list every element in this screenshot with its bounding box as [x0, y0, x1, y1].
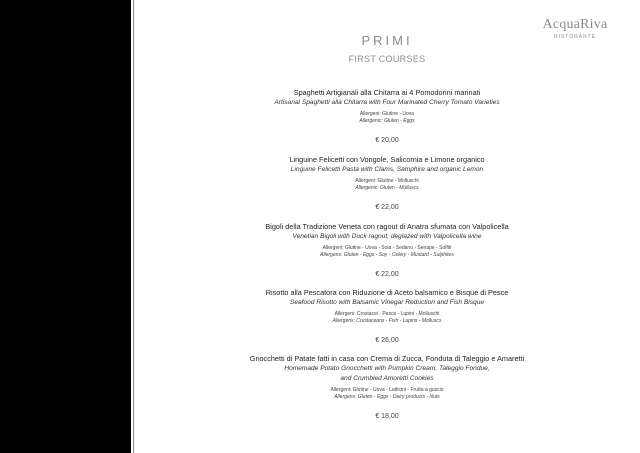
- dish-english-name: Artisanal Spaghetti alla Chitarra with Four Marinated Cherry Tomato Varieties: [274, 99, 500, 106]
- dish-english-name: Linguine Felicetti Pasta with Clams, Samphire and organic Lemon: [290, 166, 484, 173]
- section-title: PRIMI: [361, 33, 413, 48]
- dish-name: Bigoli della Tradizione Veneta con ragout di Anatra sfumata con Valpolicella: [265, 222, 509, 231]
- dish-allergens-italian: Allergeni: Glutine - Uova - Soia - Sedano - Senape - Solfiti: [322, 245, 452, 251]
- dish-english-name-continued: and Crumbled Amoretti Cookies: [340, 375, 434, 382]
- dish-english-name: Venetian Bigoli with Duck ragout, deglazed with Valpolicella wine: [292, 233, 482, 240]
- dish-item: [134, 87, 640, 146]
- dish-item: [134, 154, 640, 213]
- dish-allergens-english: Allergens: Crustaceans - Fish - Lupins - Molluscs: [332, 318, 442, 324]
- dish-price: € 26,00: [375, 337, 399, 344]
- dish-price: € 22,00: [375, 204, 399, 211]
- section-subtitle: FIRST COURSES: [348, 54, 426, 64]
- left-black-band: [0, 0, 131, 453]
- dish-price: € 20,00: [375, 137, 399, 144]
- dish-price: € 22,00: [375, 271, 399, 278]
- logo-name: AcquaRiva: [542, 17, 608, 32]
- dish-allergens-english: Allergenic: Gluten - Molluscs: [355, 185, 419, 191]
- dish-name: Linguine Felicetti con Vongole, Salicornia e Limone organico: [289, 155, 485, 164]
- menu-page: [134, 0, 640, 453]
- logo-subtitle: RISTORANTE: [553, 34, 597, 40]
- dish-item: [134, 221, 640, 280]
- dish-name: Gnocchetti di Patate fatti in casa con Crema di Zucca, Fonduta di Taleggio e Amaretti: [249, 354, 525, 363]
- dish-item: [134, 287, 640, 346]
- dish-allergens-english: Allergens: Gluten - Eggs - Dairy products - Nuts: [334, 394, 440, 400]
- dish-item: [134, 353, 640, 422]
- dish-english-name: Seafood Risotto with Balsamic Vinegar Reduction and Fish Bisque: [289, 299, 485, 306]
- dish-price: € 18,00: [375, 413, 399, 420]
- dish-allergens-english: Allergens: Gluten - Eggs - Soy - Celery - Mustard - Sulphites: [320, 252, 454, 258]
- dish-english-name: Homemade Potato Gnocchetti with Pumpkin Cream, Taleggio Fondue,: [284, 365, 490, 372]
- dish-name: Risotto alla Pescatora con Riduzione di Aceto balsamico e Bisque di Pesce: [265, 288, 509, 297]
- dish-allergens-italian: Allergeni: Crostacei - Pesce - Lupini - Molluschi: [334, 311, 440, 317]
- dish-allergens-italian: Allergeni: Glutine - Molluschi: [355, 178, 419, 184]
- dish-allergens-english: Allergenic: Gluten - Eggs: [359, 118, 415, 124]
- dish-name: Spaghetti Artigianali alla Chitarra ai 4 Pomodorini marinati: [293, 88, 481, 97]
- dish-allergens-italian: Allergeni: Glutine - Uova - Latticini - Frutta a guscio: [330, 387, 444, 393]
- dish-allergens-italian: Allergeni: Glutine - Uova: [359, 111, 415, 117]
